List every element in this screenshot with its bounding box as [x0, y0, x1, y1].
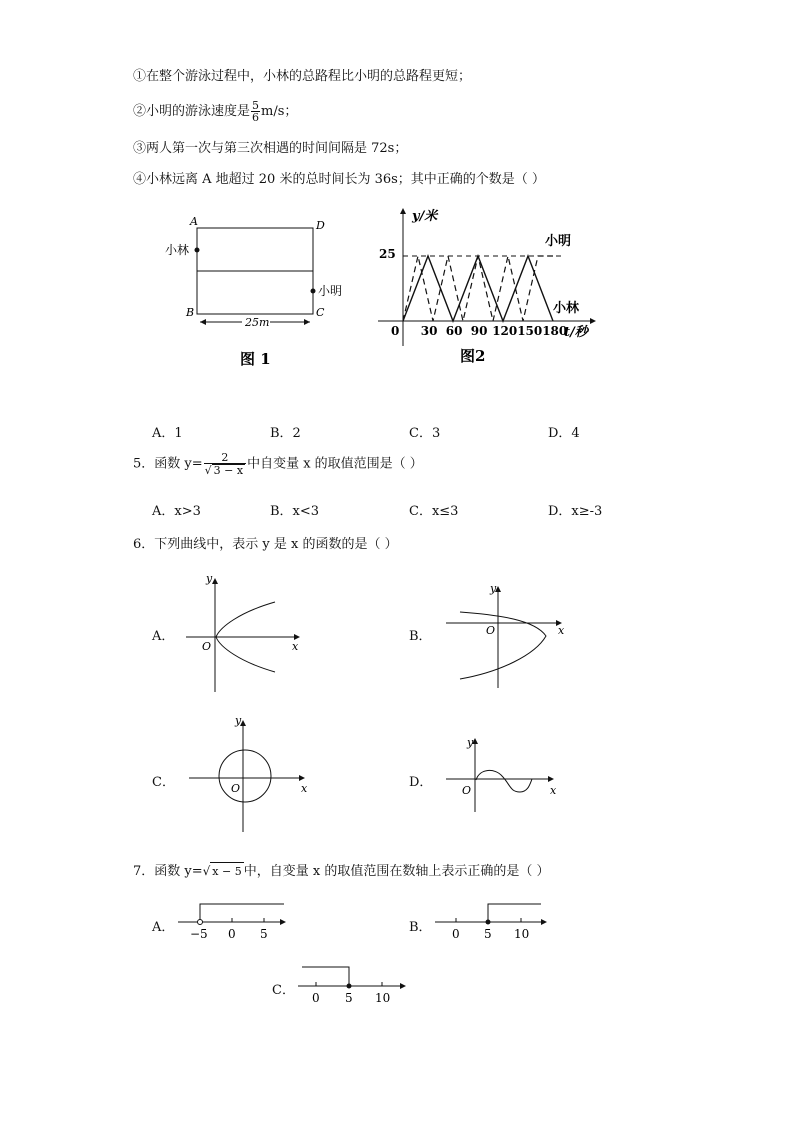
q6c-x-arrow — [299, 775, 305, 781]
q5-suffix: 中自变量 x 的取值范围是（ ） — [247, 456, 423, 472]
q6a-label-y: y — [206, 572, 213, 585]
legend-xiaolin: 小林 — [553, 301, 580, 316]
q6-graph-a — [180, 572, 310, 697]
q5-stem — [133, 452, 423, 476]
q6b-label-origin: O — [486, 624, 496, 637]
chart-series-group — [403, 256, 563, 321]
q5-option-d[interactable]: D．x≥-3 — [548, 504, 603, 519]
q6c-label-origin: O — [231, 782, 241, 795]
q6a-label-origin: O — [202, 640, 212, 653]
q6b-curve — [460, 612, 546, 679]
q7a-label-neg5: −5 — [190, 927, 208, 941]
chart-series-xiaoming — [403, 256, 553, 321]
xiaoming-dot — [311, 289, 316, 294]
figure-1 — [160, 212, 360, 372]
q7a-open-point — [198, 920, 203, 925]
q6d-label-y: y — [467, 736, 474, 749]
q7-option-c[interactable]: C． — [272, 983, 295, 998]
q7b-label-10: 10 — [514, 927, 530, 941]
q7c-label-10: 10 — [375, 991, 391, 1005]
q7-radical: √ x − 5 — [203, 864, 244, 878]
q4-option-d[interactable]: D．4 — [548, 426, 580, 441]
q7b-label-5: 5 — [484, 927, 492, 941]
q5-option-a[interactable]: A．x>3 — [152, 504, 201, 519]
chart-y-tick-25: 25 — [379, 247, 396, 261]
q5-radicand: 3 − x — [213, 464, 244, 477]
q4-option-a[interactable]: A．1 — [152, 426, 183, 441]
q6-option-b[interactable]: B． — [409, 629, 432, 644]
q6d-x-arrow — [548, 776, 554, 782]
speed-numerator: 5 — [252, 99, 260, 112]
speed-denominator: 6 — [252, 111, 260, 124]
speed-fraction — [251, 100, 260, 123]
statement-2 — [133, 100, 297, 123]
q4-option-c[interactable]: C．3 — [409, 426, 441, 441]
width-arrow-right — [304, 319, 310, 325]
legend-xiaoming: 小明 — [545, 234, 572, 249]
chart-y-arrow — [400, 208, 406, 214]
q6b-label-y: y — [490, 582, 497, 595]
q6d-label-x: x — [550, 784, 557, 797]
label-xiaolin: 小林 — [165, 243, 190, 257]
q6c-label-y: y — [235, 714, 242, 727]
q6d-label-origin: O — [462, 784, 472, 797]
q7-option-b[interactable]: B． — [409, 920, 432, 935]
q5-numerator: 2 — [204, 452, 246, 464]
q7-stem — [133, 862, 549, 881]
q7b-closed-point — [486, 920, 491, 925]
q7c-label-0: 0 — [312, 991, 320, 1005]
q6-graph-c — [185, 712, 315, 837]
chart-x-tick-60: 60 — [445, 324, 463, 338]
q7-suffix: 中，自变量 x 的取值范围在数轴上表示正确的是（ ） — [243, 864, 550, 879]
q7c-arrow — [400, 983, 406, 989]
chart-x-tick-30: 30 — [420, 324, 438, 338]
corner-d: D — [316, 219, 325, 232]
chart-x-label: t/秒 — [564, 325, 588, 340]
chart-x-tick-180: 180 — [542, 324, 568, 338]
q6-graph-d — [440, 732, 570, 822]
q6a-label-x: x — [292, 640, 299, 653]
statement-2-prefix: ②小明的游泳速度是 — [133, 104, 251, 119]
q6-option-a[interactable]: A． — [152, 629, 175, 644]
chart-y-label: y/米 — [412, 209, 438, 224]
figure-2-chart — [372, 204, 602, 369]
q7-number-line-c — [296, 962, 416, 1008]
q5-prefix: 5．函数 y= — [133, 456, 203, 472]
chart-x-tick-0: 0 — [391, 324, 400, 338]
chart-x-arrow — [590, 318, 596, 324]
q6-option-c[interactable]: C． — [152, 775, 175, 790]
q6a-y-arrow — [212, 578, 218, 584]
q7b-arrow — [541, 919, 547, 925]
q4-option-b[interactable]: B．2 — [270, 426, 301, 441]
corner-c: C — [316, 306, 325, 319]
q6-stem: 6．下列曲线中，表示 y 是 x 的函数的是（ ） — [133, 537, 398, 552]
chart-x-tick-120: 120 — [492, 324, 518, 338]
q7c-range — [302, 967, 349, 986]
q7c-closed-point — [347, 984, 352, 989]
xiaolin-dot — [195, 248, 200, 253]
q5-option-b[interactable]: B．x<3 — [270, 504, 320, 519]
q7c-label-5: 5 — [345, 991, 353, 1005]
q7a-arrow — [280, 919, 286, 925]
q6b-label-x: x — [558, 624, 565, 637]
width-label: 25m — [245, 316, 270, 329]
q7a-range — [200, 904, 284, 922]
figure-1-caption: 图 1 — [240, 350, 271, 368]
figure-2-caption: 图2 — [460, 347, 486, 365]
q7-prefix: 7．函数 y= — [133, 864, 203, 879]
statement-1: ①在整个游泳过程中，小林的总路程比小明的总路程更短； — [133, 69, 472, 84]
width-arrow-left — [200, 319, 206, 325]
statement-3: ③两人第一次与第三次相遇的时间间隔是 72s； — [133, 141, 408, 156]
q5-option-c[interactable]: C．x≤3 — [409, 504, 459, 519]
chart-x-tick-90: 90 — [470, 324, 488, 338]
chart-x-ticks — [391, 324, 567, 338]
corner-a: A — [190, 215, 198, 228]
q6d-curve — [476, 770, 532, 792]
chart-x-tick-150: 150 — [517, 324, 543, 338]
q5-denominator: √ 3 − x — [204, 464, 244, 477]
q6-graph-b — [440, 580, 580, 690]
q7-radicand: x − 5 — [210, 862, 243, 881]
q7b-label-0: 0 — [452, 927, 460, 941]
q7a-label-0: 0 — [228, 927, 236, 941]
statement-4: ④小林远离 A 地超过 20 米的总时间长为 36s；其中正确的个数是（ ） — [133, 172, 545, 187]
q6c-circle — [219, 750, 271, 802]
label-xiaoming: 小明 — [318, 284, 343, 298]
q7b-range — [488, 904, 541, 922]
q7-option-a[interactable]: A． — [152, 920, 175, 935]
q6-option-d[interactable]: D． — [409, 775, 433, 790]
q5-fraction — [204, 452, 246, 476]
statement-2-suffix: m/s； — [261, 104, 298, 119]
q7a-label-5: 5 — [260, 927, 268, 941]
q7-number-line-a — [176, 898, 296, 944]
corner-b: B — [186, 306, 195, 319]
q6c-label-x: x — [301, 782, 308, 795]
q7-number-line-b — [433, 898, 558, 944]
